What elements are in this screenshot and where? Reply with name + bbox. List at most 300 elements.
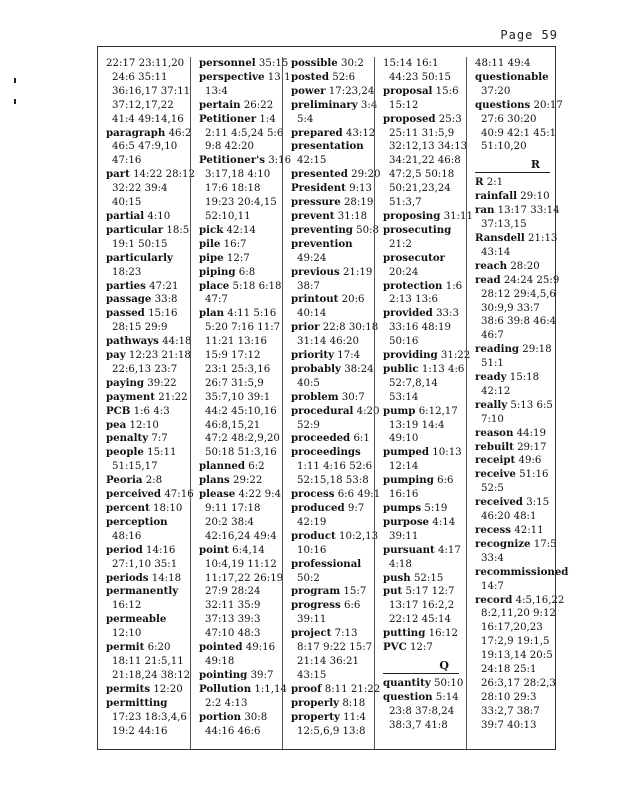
index-refs: 38:24 [344,363,374,375]
index-line [193,335,281,349]
index-line [193,432,281,446]
index-line [285,488,381,502]
index-line [285,182,373,196]
index-term: recognize [475,537,531,550]
index-refs: 15:18 [509,372,540,384]
index-line [285,599,373,613]
index-refs: 9:8 42:20 [205,141,254,153]
index-term: power [291,84,326,97]
index-refs: 38:6 39:8 46:4 [481,316,557,328]
index-line [285,572,373,586]
index-line [377,182,465,196]
index-term: presentation [291,140,364,153]
index-refs: 21:2 [389,238,412,250]
index-term: produced [291,502,345,514]
index-refs: 34:21,22 46:8 [389,155,461,167]
index-refs: 32:11 35:9 [205,600,261,612]
index-term: periods [106,571,149,584]
index-line [469,691,556,705]
index-term: protection [383,279,443,292]
index-refs: 4:11 5:16 [227,308,277,320]
index-refs: 15:6 [435,85,459,97]
index-refs: 49:24 [297,252,327,264]
index-term: preventing [291,223,353,236]
index-term: passage [106,293,152,306]
index-refs: 26:3,17 28:2,3 [481,677,556,689]
index-term: pointed [199,641,243,654]
index-term: perspective [199,70,265,83]
index-refs: 18:10 [153,503,183,514]
index-line [100,572,189,586]
index-line [100,683,189,697]
index-term: reason [475,426,514,439]
index-term: pointing [199,668,248,681]
index-line [377,307,465,321]
index-line [285,168,381,182]
index-term: record [475,593,513,606]
index-refs: 12:5,6,9 13:8 [297,725,366,737]
index-term: permit [106,641,145,654]
index-line [285,154,373,168]
index-refs: 27:6 30:20 [481,113,537,125]
index-line [377,516,465,530]
index-refs: 49:6 [518,455,542,467]
index-refs: 19:13,14 20:5 [481,650,553,662]
index-line [377,363,465,377]
page-number: Page 59 [500,28,558,42]
index-refs: 28:12 29:4,5,6 [481,288,556,300]
index-refs: 12:14 [389,461,419,473]
index-term: pump [383,404,416,417]
index-line [377,238,465,252]
index-term: professional [291,557,362,570]
index-refs: 18:23 [112,266,142,278]
index-line [469,273,560,288]
index-refs: 8:18 [342,697,366,709]
index-line [377,613,465,627]
index-line [285,252,373,266]
index-line [285,321,379,335]
index-refs: 19:1 50:15 [112,238,168,250]
index-line [193,697,281,711]
index-refs: 30:8 [244,711,268,723]
index-term: procedural [291,404,354,417]
index-line [193,558,281,572]
index-line [469,593,565,608]
index-term: pea [106,418,127,431]
index-refs: 23:8 37:8,24 [389,705,455,717]
index-line [377,99,465,113]
index-line [377,585,465,599]
index-term: particular [106,223,164,236]
index-line [285,57,373,71]
index-line [377,266,465,280]
index-refs: 47:16 [164,489,194,501]
index-term: R [475,176,484,189]
index-line [469,113,556,127]
index-line [469,607,556,621]
index-line [285,266,373,280]
index-refs: 31:11 [443,210,473,222]
index-line [285,71,373,85]
index-refs: 43:14 [481,246,511,258]
index-line [469,57,556,71]
index-term: prior [291,321,320,334]
index-line [469,98,563,113]
index-refs: 5:4 [297,113,314,125]
index-refs: 4:5,16,22 [515,594,565,606]
index-line [469,246,556,260]
index-refs: 14:16 [146,544,176,556]
margin-tick-mark [14,99,16,104]
index-term: quantity [383,676,431,689]
index-refs: 31:14 46:20 [297,336,359,348]
index-refs: 26:7 31:5,9 [205,377,264,389]
index-refs: 50:16 [389,336,419,348]
index-refs: 51:10,20 [481,141,527,153]
index-term: point [199,543,229,556]
index-term: piping [199,265,236,278]
index-line [285,349,373,363]
index-line [100,641,189,655]
index-line [377,405,465,419]
index-line [100,363,189,377]
index-refs: 22:6,13 23:7 [112,363,178,375]
index-line [469,496,556,510]
index-line [377,252,465,266]
index-column-2 [190,57,292,749]
index-line [469,218,556,232]
index-column-1 [98,57,196,749]
index-line [469,357,556,371]
index-refs: 47:2 48:2,9,20 [205,433,280,445]
index-line [469,635,556,649]
index-refs: 44:18 [162,336,192,348]
index-line [377,280,465,294]
index-refs: 4:10 [147,210,171,222]
index-refs: 15:16 [148,308,178,320]
index-refs: 5:17 12:7 [405,586,455,598]
index-line [193,85,281,99]
index-refs: 46:8,15,21 [205,419,261,431]
index-term: partial [106,209,145,222]
index-refs: 22:8 30:18 [322,322,379,334]
index-term: period [106,543,143,556]
index-line [377,196,465,210]
index-refs: 7:7 [151,433,168,445]
index-line [193,655,281,669]
margin-tick-mark [14,78,16,83]
index-line [377,85,465,99]
index-refs: 12:7 [226,252,250,264]
index-line [469,552,556,566]
index-term: recess [475,524,512,536]
index-term: particularly [106,251,173,264]
index-line [285,391,373,405]
index-term: paying [106,376,145,389]
index-term: problem [291,390,339,403]
index-term: product [291,529,336,542]
index-line [193,460,281,474]
index-refs: 31:22 [440,350,471,362]
index-refs: 38:3,7 41:8 [389,719,448,731]
index-line [285,544,373,558]
index-refs: 50:18 51:3,16 [205,447,277,459]
index-term: pumping [383,474,434,487]
index-refs: 1:1,14 [254,683,287,695]
index-line [377,154,465,168]
index-line [285,140,373,154]
index-refs: 6:8 [238,266,256,278]
index-line [377,530,465,544]
index-refs: 3:16 [268,155,292,167]
index-line [285,196,373,210]
index-refs: 12:20 [153,683,183,695]
index-refs: 3:4 [360,99,378,111]
index-refs: 35:7,10 39:1 [205,391,271,403]
index-term: plans [199,474,230,487]
index-line [377,57,465,71]
index-term: Ransdell [475,231,525,244]
index-line [100,697,189,711]
index-refs: 18:5 [166,224,190,236]
index-line [193,711,281,725]
index-line [193,321,281,335]
index-refs: 31:18 [337,210,368,222]
index-refs: 2:11 4:5,24 5:6 [205,127,284,139]
index-term: progress [291,599,341,612]
index-line [100,585,189,599]
index-term: pumps [383,502,422,514]
index-line [100,474,189,488]
index-line [193,224,281,238]
index-refs: 37:13,15 [481,219,527,231]
index-refs: 40:15 [112,197,142,209]
index-line [100,558,189,572]
index-line [100,252,189,266]
index-term: proposal [383,84,433,97]
index-line [100,711,189,725]
index-refs: 20:24 [389,266,419,278]
index-refs: 1:13 4:6 [421,363,465,375]
index-line [377,140,468,154]
index-line [193,154,292,168]
index-refs: 21:19 [342,266,373,278]
index-refs: 14:18 [151,572,182,584]
index-refs: 37:13 39:3 [205,614,261,626]
index-refs: 21:14 36:21 [297,655,359,667]
index-line [377,677,465,691]
index-line [377,572,465,586]
index-refs: 5:14 [435,691,459,703]
index-term: questionable [475,70,549,83]
index-refs: 20:6 [341,294,365,306]
index-refs: 47:2,5 50:18 [389,169,455,181]
index-line [285,446,373,460]
index-line [100,516,189,530]
index-refs: 6:20 [147,642,171,654]
index-line [469,399,556,413]
index-line [100,85,189,99]
index-refs: 27:1,10 35:1 [112,558,178,570]
index-term: push [383,571,411,584]
index-term: percent [106,502,150,514]
index-refs: 52:6 [332,71,356,83]
index-line [193,585,281,599]
index-line [100,669,189,683]
index-line [193,419,281,433]
index-refs: 15:7 [343,586,367,598]
index-refs: 44:23 50:15 [389,71,451,83]
index-term: prevent [291,209,335,222]
index-line [193,99,281,113]
index-refs: 2:13 13:6 [389,294,438,306]
index-line [100,599,189,613]
index-line [377,127,465,141]
index-line [193,238,281,252]
index-term: proof [291,682,322,695]
index-term: priority [291,349,335,362]
index-refs: 15:12 [389,99,419,111]
index-line [193,307,281,321]
index-term: proceedings [291,446,361,459]
index-refs: 25:11 31:5,9 [389,127,455,139]
index-refs: 24:18 25:1 [481,664,537,676]
index-refs: 4:14 [432,516,456,528]
index-term: Petitioner's [199,154,265,167]
index-refs: 8:11 21:22 [324,683,381,695]
index-line [193,349,281,363]
index-term: rainfall [475,190,517,203]
index-refs: 53:14 [389,391,419,403]
index-term: pertain [199,98,241,111]
index-refs: 10:4,19 11:12 [205,558,277,570]
index-line [377,599,465,613]
index-line [377,641,465,655]
index-line [469,371,556,385]
index-line [377,224,465,238]
index-refs: 28:10 29:3 [481,691,537,703]
index-refs: 30:9,9 33:7 [481,302,540,314]
index-refs: 7:13 [334,628,358,640]
index-line [193,446,281,460]
index-refs: 4:22 9:4 [238,489,282,501]
index-refs: 42:15 [297,155,327,167]
index-refs: 1:6 4:3 [133,405,170,417]
index-refs: 46:20 48:1 [481,511,537,523]
index-line [193,127,284,141]
index-refs: 32:12,13 34:13 [389,141,468,153]
letter-heading: Q [383,659,459,674]
index-refs: 6:12,17 [418,405,458,417]
index-line [193,405,281,419]
index-term: provided [383,307,433,320]
index-line [100,293,189,307]
index-refs: 28:15 29:9 [112,322,168,334]
index-term: pay [106,349,126,362]
index-line [100,182,189,196]
index-refs: 16:7 [223,238,247,250]
index-line [469,524,556,538]
index-line [469,127,556,141]
index-refs: 28:19 [343,197,374,209]
index-line [100,460,189,474]
index-refs: 6:6 [343,600,361,612]
index-line [285,516,373,530]
index-line [285,210,373,224]
index-line [469,190,556,204]
index-line [100,238,189,252]
index-line [377,446,465,460]
index-refs: 9:7 [347,503,365,514]
index-line [100,321,189,335]
index-refs: 22:17 23:11,20 [106,58,185,69]
index-line [469,580,556,594]
index-term: prevention [291,237,353,250]
index-refs: 47:16 [112,155,142,167]
index-term: putting [383,627,426,640]
index-term: providing [383,349,438,362]
index-refs: 3:17,18 4:10 [205,169,271,181]
index-term: really [475,398,508,411]
index-refs: 52:9 [297,419,320,431]
index-term: PVC [383,641,407,654]
index-term: parties [106,279,146,292]
index-line [193,140,281,154]
index-refs: 22:12 45:14 [389,614,451,626]
index-term: process [291,488,335,501]
index-line [193,391,281,405]
index-line [469,302,556,316]
index-line [469,427,556,441]
index-term: printout [291,293,339,306]
index-refs: 4:18 [389,558,412,570]
index-line [100,377,189,391]
index-term: permanently [106,585,179,598]
index-refs: 17:23,24 [328,85,375,97]
index-line [193,57,289,71]
index-line [193,280,281,294]
index-refs: 4:20 [356,405,380,417]
index-refs: 33:4 [481,552,504,564]
index-refs: 47:10 48:3 [205,628,261,640]
index-term: previous [291,265,340,278]
index-refs: 52:7,8,14 [389,377,438,389]
index-refs: 15:9 17:12 [205,350,261,362]
index-refs: 14:22 28:12 [133,169,196,181]
index-term: prosecuting [383,223,452,236]
index-refs: 24:24 25:9 [503,274,560,286]
index-line [285,558,373,572]
index-refs: 11:4 [343,711,367,723]
index-line [377,627,465,641]
index-refs: 13:4 [205,85,228,97]
index-line [285,223,380,238]
index-refs: 16:12 [428,628,458,640]
index-line [285,280,373,294]
index-refs: 1:6 [445,280,463,292]
index-refs: 42:16,24 49:4 [205,530,277,542]
index-line [285,307,373,321]
index-line [100,725,189,739]
index-refs: 23:1 25:3,16 [205,363,271,375]
index-refs: 17:2,9 19:1,5 [481,636,550,648]
index-line [469,140,556,154]
index-refs: 52:10,11 [205,210,251,222]
index-refs: 33:3 [436,308,459,320]
index-refs: 17:5 [533,538,557,550]
index-refs: 20:17 [533,99,563,111]
